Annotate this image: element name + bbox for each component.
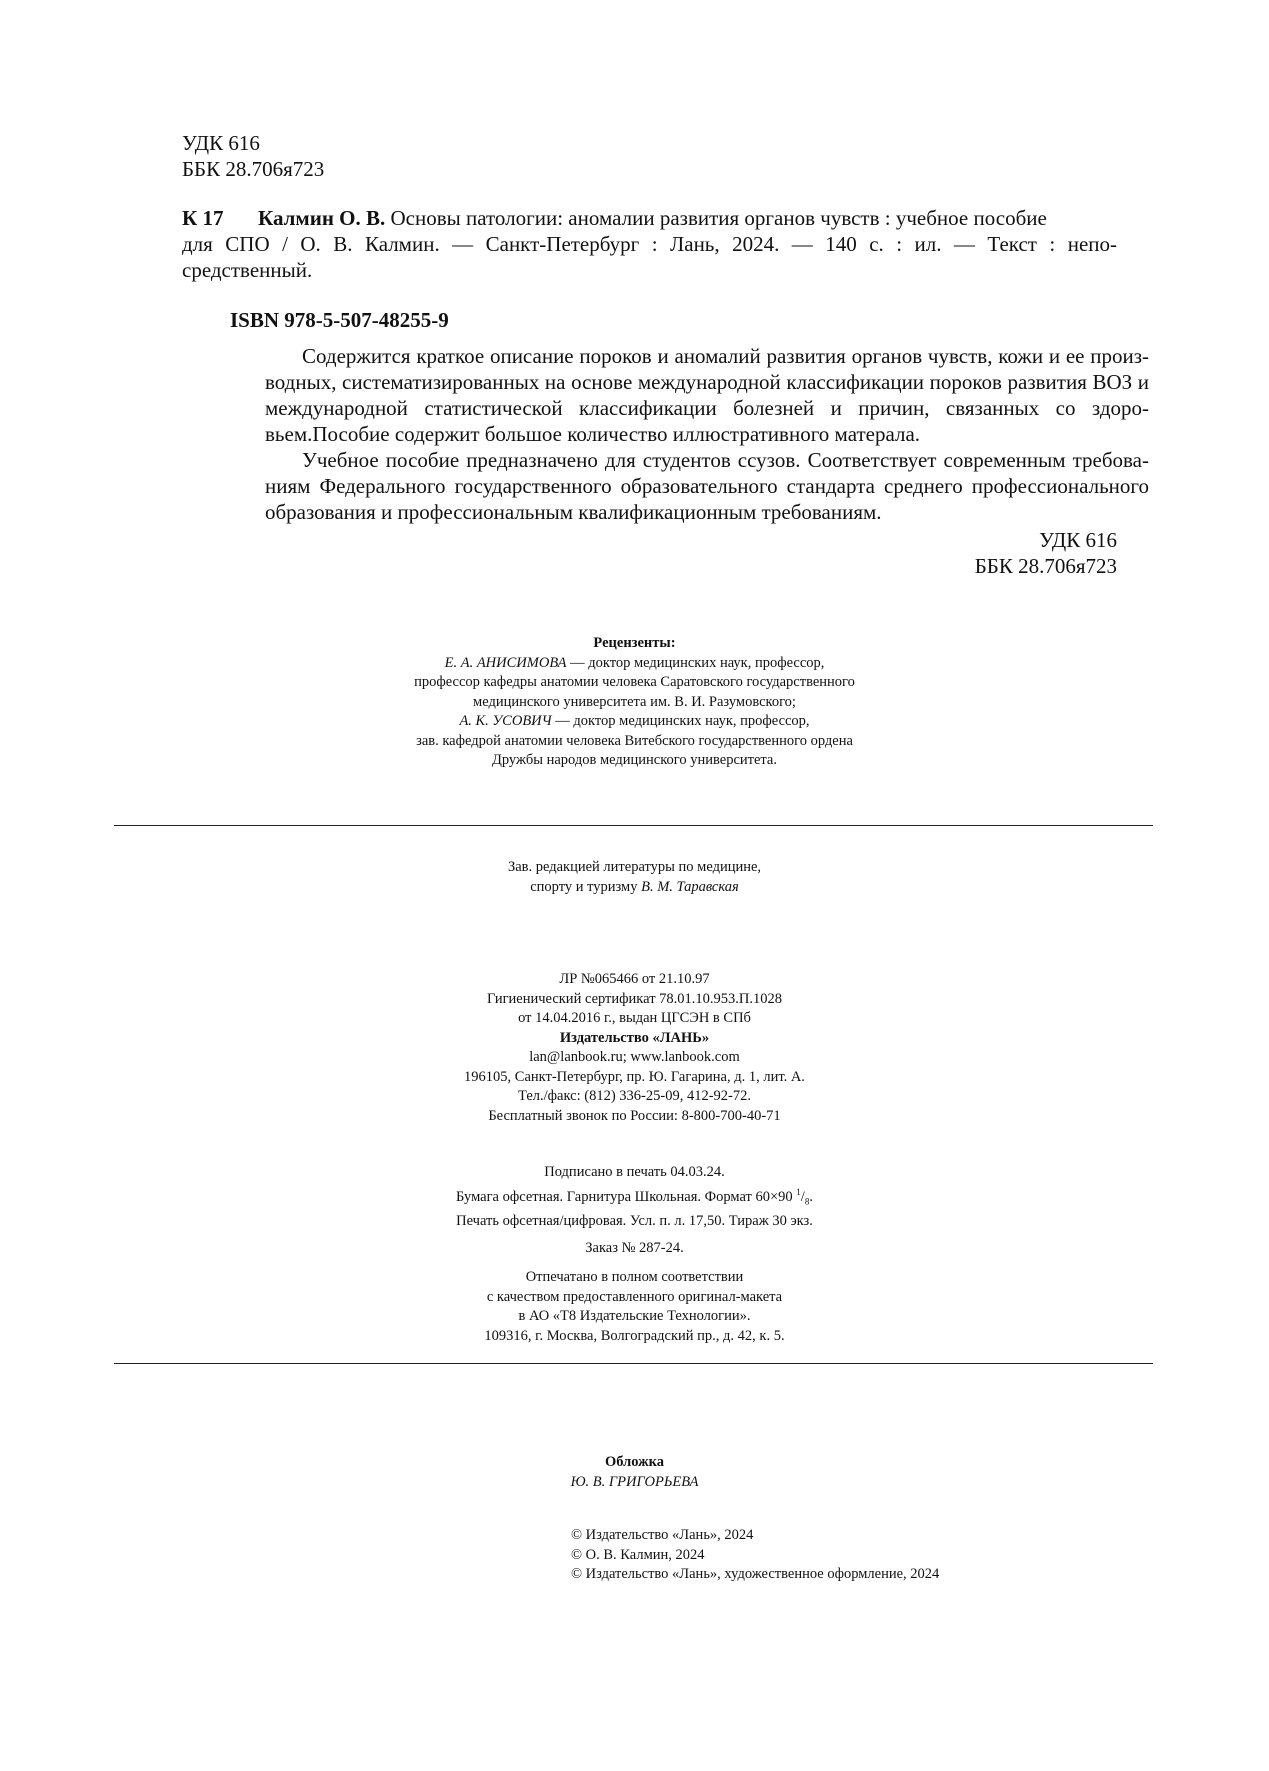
udk-top: УДК 616 xyxy=(182,131,260,155)
reviewer-2-name: А. К. УСОВИЧ xyxy=(459,713,552,729)
publisher-address: 196105, Санкт-Петербург, пр. Ю. Гагарина, д. 1, лит. А. xyxy=(464,1068,805,1085)
bib-line-3: средственный. xyxy=(182,258,313,282)
printed-line-3: в АО «Т8 Издательские Технологии». xyxy=(518,1308,751,1324)
reviewer-2-line-2: зав. кафедрой анатомии человека Витебского государственного ордена xyxy=(416,732,853,749)
bib-title: Основы патологии: аномалии развития органов чувств : учебное пособие xyxy=(390,206,1047,230)
order-number: Заказ № 287-24. xyxy=(585,1240,684,1256)
printed-line-1: Отпечатано в полном соответствии xyxy=(525,1269,744,1285)
bbk-bottom: ББК 28.706я723 xyxy=(974,554,1117,578)
print-info-block xyxy=(0,1163,1269,1231)
editor-name: В. М. Таравская xyxy=(641,878,739,895)
reviewer-1-line-3: медицинского университета им. В. И. Разумовского; xyxy=(473,693,796,710)
printed-block xyxy=(0,1268,1269,1346)
paper-format: Бумага офсетная. Гарнитура Школьная. Формат 60×90 $^1/_8$. xyxy=(456,1186,813,1207)
editor-line-2: спорту и туризму В. М. Таравская xyxy=(530,878,739,895)
bib-line-1 xyxy=(258,205,1117,231)
cover-block xyxy=(0,1453,1269,1492)
bib-line-2: для СПО / О. В. Калмин. — Санкт-Петербург : Лань, 2024. — 140 с. : ил. — Текст : непо- xyxy=(182,232,1117,256)
copyright-2: © О. В. Калмин, 2024 xyxy=(571,1546,705,1563)
udk-bottom: УДК 616 xyxy=(1039,528,1117,552)
reviewer-1-line-1: Е. А. АНИСИМОВА — доктор медицинских наук, профессор, xyxy=(444,654,825,671)
reviewers-heading: Рецензенты: xyxy=(593,635,676,651)
signed-to-print: Подписано в печать 04.03.24. xyxy=(544,1164,725,1180)
cert-date: от 14.04.2016 г., выдан ЦГСЭН в СПб xyxy=(518,1010,751,1026)
publisher-name: Издательство «ЛАНЬ» xyxy=(559,1029,710,1046)
bbk-top: ББК 28.706я723 xyxy=(182,157,325,181)
publisher-block xyxy=(0,970,1269,1126)
editor-line-1: Зав. редакцией литературы по медицине, xyxy=(507,859,762,875)
printed-line-4: 109316, г. Москва, Волгоградский пр., д. 42, к. 5. xyxy=(484,1327,785,1344)
editor-block xyxy=(0,858,1269,897)
license: ЛР №065466 от 21.10.97 xyxy=(559,971,710,987)
reviewer-2-line-1: А. К. УСОВИЧ — доктор медицинских наук, профессор, xyxy=(459,713,810,729)
isbn: ISBN 978-5-507-48255-9 xyxy=(230,308,449,332)
copyright-1: © Издательство «Лань», 2024 xyxy=(571,1527,754,1543)
reviewer-1-line-2: профессор кафедры анатомии человека Саратовского государственного xyxy=(414,674,855,690)
abstract-p2-line-2: ниям Федерального государственного образовательного стандарта среднего профессионального xyxy=(265,474,1149,498)
printed-line-2: с качеством предоставленного оригинал-макета xyxy=(486,1288,783,1305)
print-run: Печать офсетная/цифровая. Усл. п. л. 17,50. Тираж 30 экз. xyxy=(456,1212,813,1229)
abstract-p1-line-3: международной статистической классификации болезней и причин, связанных со здоро- xyxy=(265,396,1149,420)
copyright-block xyxy=(571,1526,939,1585)
cover-designer: Ю. В. ГРИГОРЬЕВА xyxy=(570,1473,699,1490)
abstract-p2-line-1: Учебное пособие предназначено для студентов ссузов. Соответствует современным требова- xyxy=(302,448,1149,472)
reviewer-1-name: Е. А. АНИСИМОВА xyxy=(444,654,567,671)
abstract-p1-line-1: Содержится краткое описание пороков и аномалий развития органов чувств, кожи и ее произ- xyxy=(302,344,1149,368)
cover-heading: Обложка xyxy=(604,1454,665,1470)
publisher-phone: Тел./факс: (812) 336-25-09, 412-92-72. xyxy=(518,1088,751,1104)
hygiene-cert: Гигиенический сертификат 78.01.10.953.П.1028 xyxy=(486,990,783,1007)
copyright-3: © Издательство «Лань», художественное оформление, 2024 xyxy=(571,1566,940,1582)
publisher-web: lan@lanbook.ru; www.lanbook.com xyxy=(529,1049,740,1065)
author-mark: К 17 xyxy=(182,206,224,230)
abstract-p1-line-4: вьем.Пособие содержит большое количество иллюстративного матерала. xyxy=(265,422,921,446)
abstract-p2-line-3: образования и профессиональным квалификационным требованиям. xyxy=(265,500,882,524)
reviewers-block xyxy=(0,634,1269,771)
publisher-hotline: Бесплатный звонок по России: 8-800-700-40-71 xyxy=(488,1107,781,1124)
divider-bottom xyxy=(114,1363,1153,1364)
divider-top xyxy=(114,825,1153,826)
abstract-p1-line-2: водных, систематизированных на основе международной классификации пороков развития ВОЗ и xyxy=(265,370,1149,394)
author-name: Калмин О. В. xyxy=(258,206,386,230)
reviewer-2-line-3: Дружбы народов медицинского университета. xyxy=(491,752,777,768)
